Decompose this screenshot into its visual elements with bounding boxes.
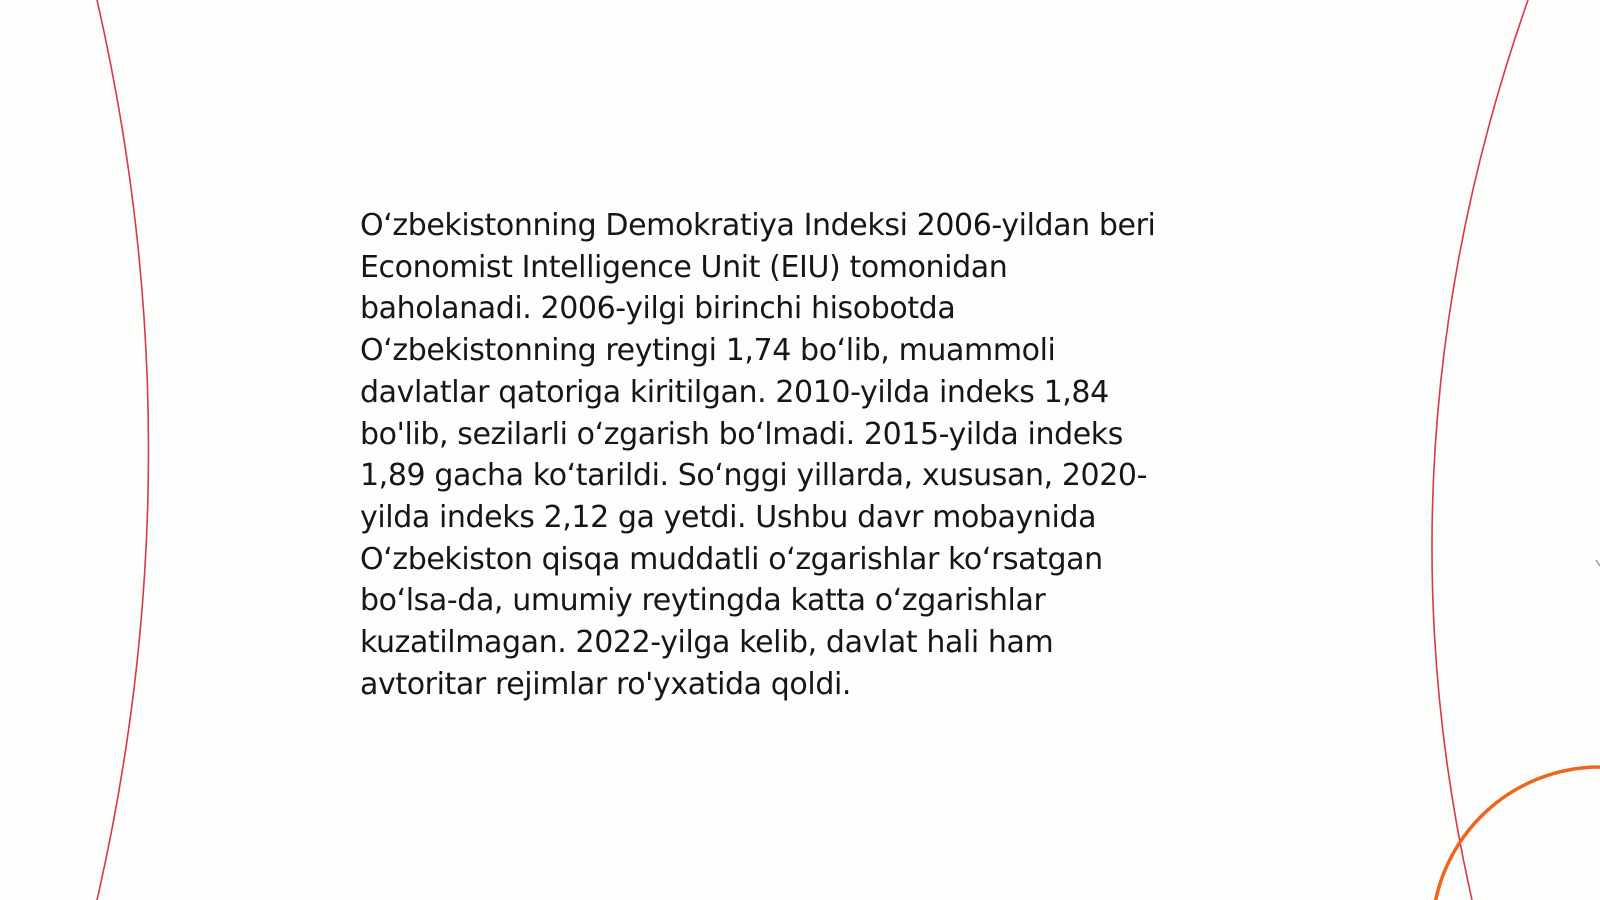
edge-tick bbox=[1596, 560, 1600, 566]
left-curve bbox=[97, 0, 149, 900]
orange-arc bbox=[1432, 767, 1600, 900]
body-paragraph: O‘zbekistonning Demokratiya Indeksi 2006-yildan beri Economist Intelligence Unit (EIU) tomonidan baholanadi. 2006-yilgi birinchi hisobotda O‘zbekistonning reytingi 1,74 bo‘lib, muammoli davlatlar qatoriga kiritilgan. 2010-yilda indeks 1,84 bo'lib, sezilarli o‘zgarish bo‘lmadi. 2015-yilda indeks 1,89 gacha ko‘tarildi. So‘nggi yillarda, xususan, 2020- yilda indeks 2,12 ga yetdi. Ushbu davr mobaynida O‘zbekiston qisqa muddatli o‘zgarishlar ko‘rsatgan bo‘lsa-da, umumiy reytingda katta o‘zgarishlar kuzatilmagan. 2022-yilga kelib, davlat hali ham avtoritar rejimlar ro'yxatida qoldi. bbox=[360, 208, 1156, 702]
right-curve bbox=[1432, 0, 1528, 900]
